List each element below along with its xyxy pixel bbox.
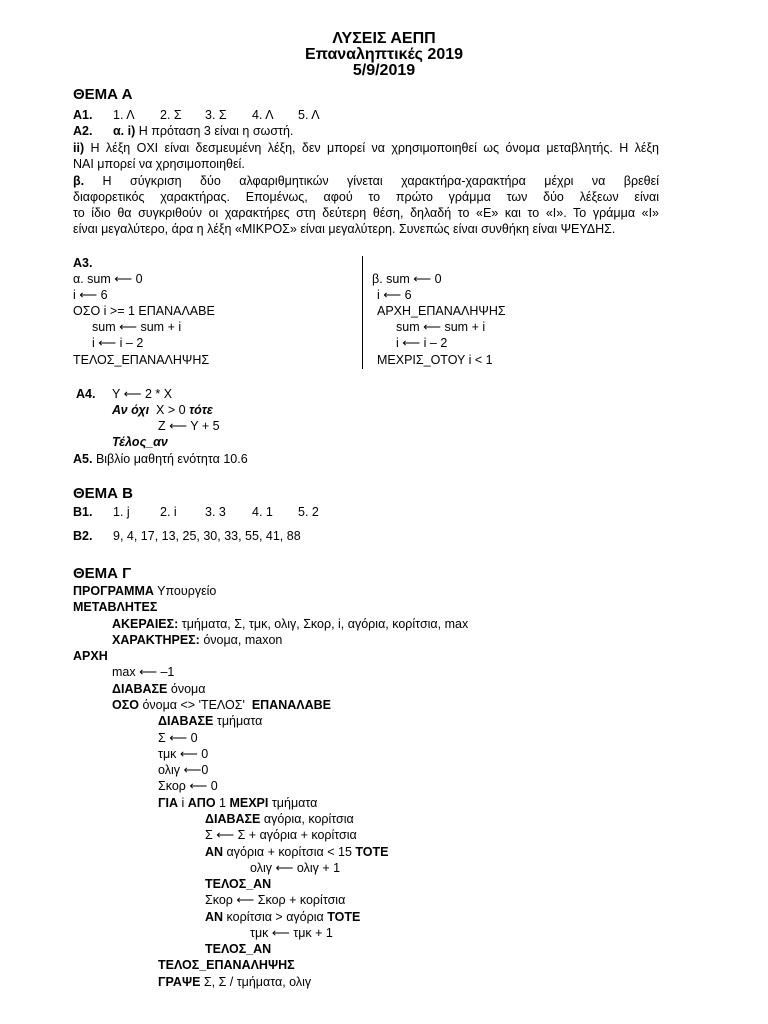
- a2-alpha: α.: [113, 124, 125, 138]
- a1-answer: 2. Σ: [160, 108, 182, 122]
- title-line-3: 5/9/2019: [352, 62, 416, 79]
- program-kw: ΠΡΟΓΡΑΜΜΑ: [73, 584, 154, 598]
- b2-row: [73, 529, 301, 544]
- a4-then-kw: τότε: [189, 403, 213, 417]
- b1-label: Β1.: [73, 505, 93, 519]
- begin-kw: ΑΡΧΗ: [73, 649, 108, 663]
- a2-ii-label: ii): [73, 141, 85, 155]
- code-line: max ⟵ –1: [112, 665, 175, 679]
- a4-label: Α4.: [76, 387, 96, 401]
- a2-ii-line: ΝΑΙ μπορεί να χρησιμοποιηθεί.: [73, 157, 245, 171]
- a3-right-line: ΜΕΧΡΙΣ_ΟΤΟΥ i < 1: [377, 353, 493, 367]
- read-line: [205, 812, 354, 827]
- read-var: τμήματα: [216, 714, 263, 728]
- a2-ii-paragraph: [73, 140, 659, 172]
- a4-if-line: [112, 403, 213, 418]
- an-kw: ΑΝ: [205, 845, 224, 859]
- code-line: Σκορ ⟵ Σκορ + κορίτσια: [205, 893, 346, 907]
- b2-text: 9, 4, 17, 13, 25, 30, 33, 55, 41, 88: [113, 529, 301, 543]
- a4-if-kw: Αν όχι: [112, 403, 150, 417]
- int-kw: ΑΚΕΡΑΙΕΣ:: [112, 617, 179, 631]
- tote-kw: ΤΟΤΕ: [327, 910, 361, 924]
- gia-kw: ΓΙΑ: [158, 796, 179, 810]
- mexri-kw: ΜΕΧΡΙ: [229, 796, 269, 810]
- a2-beta-line: είναι μεγαλύτερο, άρα η λέξη «ΜΙΚΡΟΣ» είναι μεγαλύτερη. Συνεπώς είναι συνθήκη είναι ΨΕΥΔΗΣ.: [73, 222, 616, 236]
- program-name: Υπουργείο: [157, 584, 217, 598]
- thema-g-heading: ΘΕΜΑ Γ: [73, 565, 132, 582]
- code-line: τμκ ⟵ 0: [158, 747, 209, 761]
- a5-text: Βιβλίο μαθητή ενότητα 10.6: [95, 452, 248, 466]
- char-kw: ΧΑΡΑΚΤΗΡΕΣ:: [112, 633, 200, 647]
- read-var: όνομα: [170, 682, 206, 696]
- a1-label: Α1.: [73, 108, 93, 122]
- b1-row: [73, 505, 319, 520]
- an-line: [205, 845, 389, 860]
- oso-kw: ΟΣΟ: [112, 698, 139, 712]
- oso-end-kw: ΕΠΑΝΑΛΑΒΕ: [251, 698, 331, 712]
- a4-line: Z ⟵ Y + 5: [158, 419, 220, 433]
- title-line-1: ΛΥΣΕΙΣ ΑΕΠΠ: [332, 30, 436, 47]
- a1-answer: 3. Σ: [205, 108, 227, 122]
- an-cond: κορίτσια > αγόρια: [226, 910, 324, 924]
- a3-right-line: β. sum ⟵ 0: [372, 272, 442, 286]
- a2-beta-line: το ίδιο θα συγκριθούν οι χαρακτήρες στη δεύτερη θέση, δηλαδή το «Ε» και το «Ι». Το γράμμα «Ι»: [73, 206, 659, 220]
- read-line: [158, 714, 262, 729]
- a3-left-line: i ⟵ 6: [73, 288, 108, 302]
- a3-right-line: i ⟵ 6: [377, 288, 412, 302]
- b1-answer: 1. j: [113, 505, 130, 519]
- a3-left-line: sum ⟵ sum + i: [92, 320, 182, 334]
- write-line: [158, 975, 311, 990]
- b1-answer: 5. 2: [298, 505, 319, 519]
- a2-ii-line: Η λέξη ΟΧΙ είναι δεσμευμένη λέξη, δεν μπορεί να χρησιμοποιηθεί ως όνομα μεταβλητής. Η λέξη: [90, 141, 659, 155]
- a2-beta-line: Η σύγκριση δύο αλφαριθμητικών γίνεται χαρακτήρα-χαρακτήρα μέχρι να βρεθεί: [102, 174, 659, 188]
- mexri-val: τμήματα: [271, 796, 318, 810]
- thema-a-heading: ΘΕΜΑ Α: [73, 86, 133, 103]
- a2-i-text: Η πρόταση 3 είναι η σωστή.: [138, 124, 294, 138]
- b1-answer: 4. 1: [252, 505, 273, 519]
- a2-row: [73, 124, 294, 139]
- b1-answer: 3. 3: [205, 505, 226, 519]
- b1-answer: 2. i: [160, 505, 177, 519]
- a3-left-line: ΟΣΟ i >= 1 ΕΠΑΝΑΛΑΒΕ: [73, 304, 215, 318]
- a3-left-line: α. sum ⟵ 0: [73, 272, 143, 286]
- an-kw: ΑΝ: [205, 910, 224, 924]
- a3-left-line: ΤΕΛΟΣ_ΕΠΑΝΑΛΗΨΗΣ: [73, 353, 210, 367]
- a4-endif: Τέλος_αν: [112, 435, 168, 449]
- a1-answer: 1. Λ: [113, 108, 135, 122]
- telos-ep-kw: ΤΕΛΟΣ_ΕΠΑΝΑΛΗΨΗΣ: [158, 958, 295, 972]
- title-line-2: Επαναληπτικές 2019: [304, 46, 464, 63]
- a2-beta-label: β.: [73, 174, 85, 188]
- oso-cond: όνομα <> 'ΤΕΛΟΣ': [142, 698, 245, 712]
- a3-right-line: ΑΡΧΗ_ΕΠΑΝΑΛΗΨΗΣ: [377, 304, 506, 318]
- vars-kw: ΜΕΤΑΒΛΗΤΕΣ: [73, 600, 158, 614]
- int-vars: τμήματα, Σ, τμκ, ολιγ, Σκορ, i, αγόρια, κορίτσια, max: [181, 617, 469, 631]
- code-line: ολιγ ⟵ ολιγ + 1: [250, 861, 341, 875]
- apo-kw: ΑΠΟ: [187, 796, 216, 810]
- read-var: αγόρια, κορίτσια: [263, 812, 354, 826]
- a4-if-cond: X > 0: [156, 403, 186, 417]
- a4-line: Y ⟵ 2 * X: [112, 387, 173, 401]
- thema-b-heading: ΘΕΜΑ Β: [73, 485, 133, 502]
- a3-right-line: i ⟵ i – 2: [396, 336, 448, 350]
- a2-i-label: i): [127, 124, 136, 138]
- read-kw: ΔΙΑΒΑΣΕ: [112, 682, 168, 696]
- a3-label: Α3.: [73, 256, 93, 270]
- a5-row: [73, 452, 248, 467]
- read-line: [112, 682, 205, 697]
- write-kw: ΓΡΑΨΕ: [158, 975, 201, 989]
- char-vars: όνομα, maxon: [203, 633, 283, 647]
- read-kw: ΔΙΑΒΑΣΕ: [158, 714, 214, 728]
- a1-row: [73, 108, 320, 123]
- a3-divider: [362, 256, 363, 369]
- code-line: Σκορ ⟵ 0: [158, 779, 218, 793]
- an-cond: αγόρια + κορίτσια < 15: [226, 845, 352, 859]
- b2-label: Β2.: [73, 529, 93, 543]
- a2-beta-line: διαφορετικός χαρακτήρας. Επομένως, αφού το πρώτο γράμμα των δύο λέξεων είναι: [73, 190, 659, 204]
- code-line: τμκ ⟵ τμκ + 1: [250, 926, 333, 940]
- read-kw: ΔΙΑΒΑΣΕ: [205, 812, 261, 826]
- write-args: Σ, Σ / τμήματα, ολιγ: [203, 975, 312, 989]
- a1-answer: 5. Λ: [298, 108, 320, 122]
- code-line: Σ ⟵ 0: [158, 731, 198, 745]
- a3-left-line: i ⟵ i – 2: [92, 336, 144, 350]
- char-vars-line: [112, 633, 282, 648]
- oso-line: [112, 698, 331, 713]
- a2-label: Α2.: [73, 124, 93, 138]
- a5-label: Α5.: [73, 452, 93, 466]
- gia-var: i: [181, 796, 185, 810]
- code-line: Σ ⟵ Σ + αγόρια + κορίτσια: [205, 828, 357, 842]
- int-vars-line: [112, 617, 468, 632]
- a1-answer: 4. Λ: [252, 108, 274, 122]
- an-line: [205, 910, 360, 925]
- a2-beta-paragraph: [73, 173, 659, 237]
- telos-an-kw: ΤΕΛΟΣ_ΑΝ: [205, 942, 272, 956]
- apo-val: 1: [219, 796, 226, 810]
- a3-right-line: sum ⟵ sum + i: [396, 320, 486, 334]
- program-line: [73, 584, 216, 599]
- gia-line: [158, 796, 317, 811]
- tote-kw: ΤΟΤΕ: [355, 845, 389, 859]
- telos-an-kw: ΤΕΛΟΣ_ΑΝ: [205, 877, 272, 891]
- code-line: ολιγ ⟵0: [158, 763, 209, 777]
